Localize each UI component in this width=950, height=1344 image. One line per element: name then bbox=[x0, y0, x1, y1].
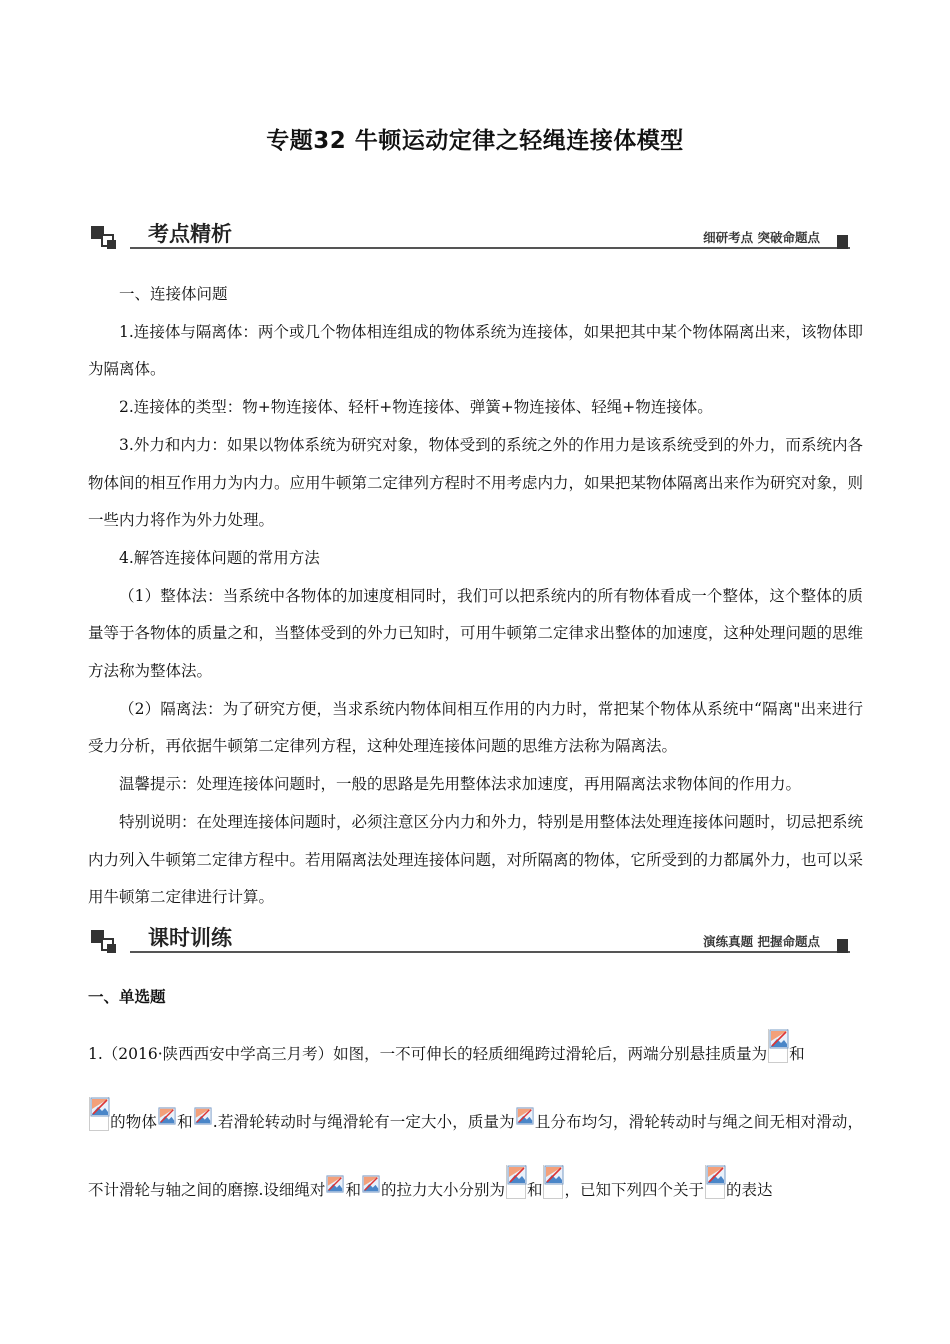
broken-image-icon bbox=[516, 1107, 534, 1125]
paragraph: 2.连接体的类型：物+物连接体、轻杆+物连接体、弹簧+物连接体、轻绳+物连接体。 bbox=[119, 398, 713, 417]
broken-image-icon bbox=[158, 1107, 176, 1125]
broken-image-icon bbox=[89, 1097, 109, 1131]
paragraph: （2）隔离法：为了研究方便，当求系统内物体间相互作用的内力时，常把某个物体从系统中“隔离"出来进行受力分析，再依据牛顿第二定律列方程，这种处理连接体问题的思维方法称为隔离法。 bbox=[88, 699, 863, 756]
section-squares-icon bbox=[88, 224, 122, 252]
question-text: .若滑轮转动时与绳滑轮有一定大小，质量为 bbox=[212, 1113, 515, 1131]
broken-image-icon bbox=[326, 1175, 344, 1193]
broken-image-icon bbox=[362, 1175, 380, 1193]
question-1 bbox=[88, 1020, 863, 1224]
broken-image-icon bbox=[543, 1165, 563, 1199]
page-title: 专题32 牛顿运动定律之轻绳连接体模型 bbox=[266, 128, 684, 154]
broken-image-icon bbox=[768, 1029, 788, 1063]
section-title: 课时训练 bbox=[148, 926, 232, 950]
paragraph: 3.外力和内力：如果以物体系统为研究对象，物体受到的系统之外的作用力是该系统受到的外力，而系统内各物体间的相互作用力为内力。应用牛顿第二定律列方程时不用考虑内力，如果把某物体隔离出来作为研究对象，则一些内力将作为外力处理。 bbox=[88, 435, 864, 530]
paragraph: 1.连接体与隔离体：两个或几个物体相连组成的物体系统为连接体，如果把其中某个物体隔离出来，该物体即为隔离体。 bbox=[88, 322, 863, 379]
section-title: 考点精析 bbox=[148, 222, 232, 246]
section-divider bbox=[130, 247, 850, 249]
question-text: 且分布均匀，滑轮转动时与绳之间无相对滑动，不计滑轮与轴之间的磨擦.设细绳对 bbox=[88, 1113, 863, 1199]
question-text: 的物体 bbox=[110, 1113, 158, 1131]
broken-image-icon bbox=[705, 1165, 725, 1199]
broken-image-icon bbox=[506, 1165, 526, 1199]
section-header-analysis bbox=[88, 218, 850, 254]
section-squares-icon bbox=[88, 928, 122, 956]
question-text: 和 bbox=[345, 1181, 361, 1199]
question-text: 的拉力大小分别为 bbox=[380, 1181, 505, 1199]
paragraph: 一、连接体问题 bbox=[119, 285, 228, 303]
section-tagline: 细研考点 突破命题点 bbox=[703, 230, 820, 245]
paragraph: （1）整体法：当系统中各物体的加速度相同时，我们可以把系统内的所有物体看成一个整体，这个整体的质量等于各物体的质量之和，当整体受到的外力已知时，可用牛顿第二定律求出整体的加速度，这种处理问题的思维方法称为整体法。 bbox=[88, 586, 864, 681]
question-text: 1.（2016·陕西西安中学高三月考）如图，一不可伸长的轻质细绳跨过滑轮后，两端分别悬挂质量为 bbox=[88, 1045, 768, 1063]
section-header-training bbox=[88, 922, 850, 958]
question-section-heading: 一、单选题 bbox=[88, 987, 166, 1006]
analysis-body bbox=[88, 276, 863, 917]
question-text: 和 bbox=[526, 1181, 543, 1199]
section-end-block bbox=[837, 939, 848, 953]
question-text: 的表达 bbox=[726, 1181, 773, 1199]
section-divider bbox=[130, 951, 850, 953]
section-tagline: 演练真题 把握命题点 bbox=[703, 934, 820, 949]
question-text: 和 bbox=[789, 1045, 805, 1063]
section-end-block bbox=[837, 235, 848, 249]
paragraph: 特别说明：在处理连接体问题时，必须注意区分内力和外力，特别是用整体法处理连接体问题时，切忌把系统内力列入牛顿第二定律方程中。若用隔离法处理连接体问题，对所隔离的物体，它所受到的力都属外力，也可以采用牛顿第二定律进行计算。 bbox=[88, 812, 864, 907]
broken-image-icon bbox=[194, 1107, 212, 1125]
paragraph: 温馨提示：处理连接体问题时，一般的思路是先用整体法求加速度，再用隔离法求物体间的作用力。 bbox=[119, 775, 802, 794]
question-text: ，已知下列四个关于 bbox=[564, 1181, 704, 1199]
paragraph: 4.解答连接体问题的常用方法 bbox=[119, 548, 320, 567]
question-text: 和 bbox=[177, 1113, 193, 1131]
